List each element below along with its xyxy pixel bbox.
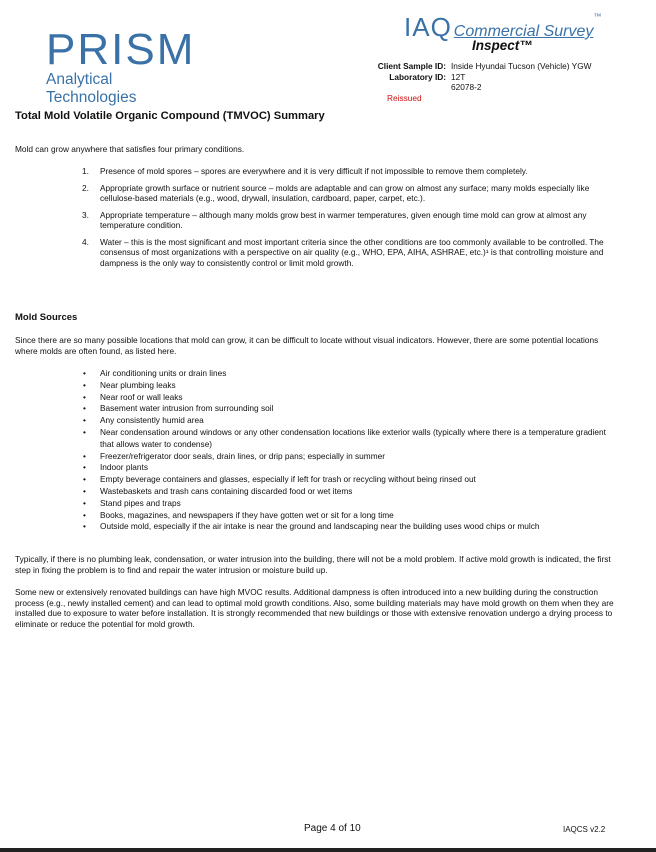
source-text: Stand pipes and traps: [100, 497, 181, 508]
condition-text: Appropriate temperature – although many molds grow best in warmer temperatures, given enough time mold can grow at almost any temperature condition.: [100, 209, 587, 230]
reissued-badge: Reissued: [387, 93, 422, 103]
iaq-letters: IAQ: [404, 12, 452, 42]
bullet-icon: •: [83, 485, 86, 496]
source-item: [15, 510, 615, 522]
client-sample-value: Inside Hyundai Tucson (Vehicle) YGW: [451, 61, 592, 71]
bullet-icon: •: [83, 368, 86, 378]
source-item: [15, 498, 615, 510]
source-item: [15, 474, 615, 486]
source-text: Wastebaskets and trash cans containing discarded food or wet items: [100, 485, 353, 496]
intro-paragraph: Mold can grow anywhere that satisfies four primary conditions.: [15, 144, 245, 154]
source-text: Freezer/refrigerator door seals, drain lines, or drip pans; especially in summer: [100, 450, 385, 461]
sources-list: [15, 368, 615, 533]
condition-number: 4.: [82, 236, 89, 247]
source-item: [15, 462, 615, 474]
iaq-survey-name: Commercial Survey: [453, 23, 594, 40]
condition-item: [15, 166, 615, 177]
trademark-mark: ™: [593, 12, 602, 21]
logo-subtitle: Analytical Technologies: [46, 71, 137, 106]
bullet-icon: •: [83, 462, 86, 473]
bullet-icon: •: [83, 450, 86, 461]
prism-logo: [46, 25, 206, 107]
version-label: IAQCS v2.2: [563, 825, 606, 834]
mold-sources-heading: Mold Sources: [15, 312, 78, 323]
source-text: Near condensation around windows or any other condensation locations like exterior walls (typically where there is a temperature gradient that allows water to condense): [100, 426, 606, 449]
condition-number: 3.: [82, 209, 89, 220]
condition-item: [15, 237, 615, 269]
condition-text: Presence of mold spores – spores are everywhere and it is very difficult if not impossible to remove them completely.: [100, 166, 528, 176]
condition-item: [15, 210, 615, 231]
bullet-icon: •: [83, 426, 86, 437]
source-item: [15, 415, 615, 427]
client-sample-row: [300, 61, 640, 72]
lab-id-value: 12T: [451, 71, 466, 82]
lab-id-row-2: [300, 82, 640, 93]
source-item: [15, 392, 615, 404]
source-text: Any consistently humid area: [100, 415, 204, 426]
bullet-icon: •: [83, 509, 86, 520]
condition-item: [15, 183, 615, 204]
source-item: [15, 486, 615, 498]
source-item: [15, 380, 615, 392]
condition-text: Water – this is the most significant and most important criteria since the other conditions are too commonly available to be controlled. The consensus of most organizations with a perspective on air quality (e.g., WHO, EPA, AIHA, ASHRAE, etc.)¹ is that controlling moisture and dampness is the only way to consistently control or limit mold growth.: [100, 236, 604, 268]
bullet-icon: •: [83, 379, 86, 390]
page-title: Total Mold Volatile Organic Compound (TMVOC) Summary: [15, 110, 325, 122]
source-item: [15, 451, 615, 463]
source-item: [15, 521, 615, 533]
bullet-icon: •: [83, 497, 86, 508]
logo-wordmark: PRISM: [46, 25, 196, 74]
bullet-icon: •: [83, 415, 86, 426]
condition-text: Appropriate growth surface or nutrient source – molds are adaptable and can grow on almost any surface; many molds especially like cellulose-based materials (e.g., wood, drywall, insulation, cardboard, paper, carpet, etc.).: [100, 182, 590, 203]
inspect-label: Inspect™: [472, 38, 533, 53]
page-number: Page 4 of 10: [304, 823, 361, 834]
renovated-paragraph: Some new or extensively renovated buildings can have high MVOC results. Additional dampness is often introduced into a new building during the construction process (e.g., newly installed cement) and can lead to optimal mold growth conditions. Also, some building materials may have mold growth on them when they are installed due to exposure to water before installation. It is strongly recommended that new buildings or those with extensive renovation undergo a drying process to eliminate or reduce the potential for mold growth.: [15, 587, 614, 629]
source-item: [15, 403, 615, 415]
bullet-icon: •: [83, 521, 86, 532]
lab-id-value-2: 62078-2: [451, 82, 482, 92]
source-text: Near roof or wall leaks: [100, 391, 183, 402]
source-text: Air conditioning units or drain lines: [100, 368, 227, 378]
typically-paragraph: Typically, if there is no plumbing leak, condensation, or water intrusion into the building, there will not be a mold problem. If active mold growth is indicated, the first step in fixing the problem is to find and repair the water intrusion or moisture build up.: [15, 554, 611, 575]
bullet-icon: •: [83, 474, 86, 485]
bullet-icon: •: [83, 403, 86, 414]
condition-number: 2.: [82, 182, 89, 193]
sources-intro-paragraph: Since there are so many possible locations that mold can grow, it can be difficult to locate without visual indicators. However, there are some potential locations where molds are often found, as listed here.: [15, 335, 599, 356]
source-item: [15, 368, 615, 380]
source-text: Basement water intrusion from surrounding soil: [100, 403, 274, 414]
client-info: [300, 61, 640, 93]
source-text: Indoor plants: [100, 462, 148, 473]
bottom-rule: [0, 848, 656, 852]
client-sample-label: Client Sample ID:: [377, 61, 446, 71]
source-text: Near plumbing leaks: [100, 379, 176, 390]
conditions-list: [15, 166, 615, 268]
lab-id-label: Laboratory ID:: [389, 71, 446, 82]
source-item: [15, 427, 615, 451]
source-text: Empty beverage containers and glasses, especially if left for trash or recycling without being rinsed out: [100, 474, 476, 485]
condition-number: 1.: [82, 166, 89, 176]
source-text: Outside mold, especially if the air intake is near the ground and landscaping near the building uses wood chips or mulch: [100, 521, 540, 532]
bullet-icon: •: [83, 391, 86, 402]
source-text: Books, magazines, and newspapers if they have gotten wet or sit for a long time: [100, 509, 394, 520]
lab-id-row: [300, 72, 640, 83]
